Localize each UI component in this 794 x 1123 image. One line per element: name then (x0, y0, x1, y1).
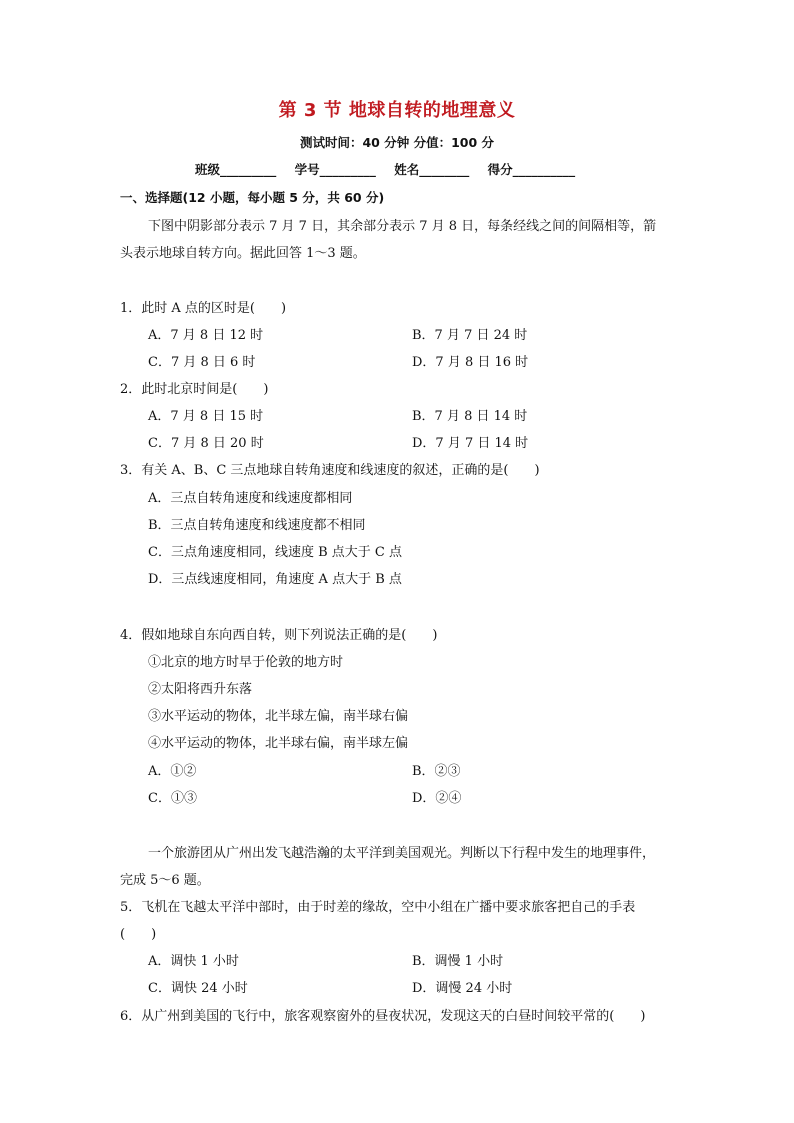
q1-option-d: D．7 月 8 日 16 时 (412, 355, 529, 370)
q3-option-b: B．三点自转角速度和线速度都不相同 (148, 518, 366, 533)
page-title: 第 3 节 地球自转的地理意义 (278, 100, 516, 121)
q1-option-c: C．7 月 8 日 6 时 (148, 355, 256, 370)
q5-stem-line1: 5．飞机在飞越太平洋中部时，由于时差的缘故，空中小组在广播中要求旅客把自己的手表 (120, 900, 636, 915)
q4-statement-4: ④水平运动的物体，北半球右偏，南半球左偏 (148, 736, 409, 751)
q5-option-c: C．调快 24 小时 (148, 981, 248, 996)
intro1-line2: 头表示地球自转方向。据此回答 1～3 题。 (120, 246, 366, 261)
q1-option-b: B．7 月 7 日 24 时 (412, 328, 528, 343)
q2-stem: 2．此时北京时间是( ) (120, 382, 269, 397)
q2-option-b: B．7 月 8 日 14 时 (412, 409, 528, 424)
intro1-line1: 下图中阴影部分表示 7 月 7 日，其余部分表示 7 月 8 日，每条经线之间的间隔相等，箭 (148, 219, 657, 234)
exam-meta: 测试时间：40 分钟 分值：100 分 (299, 135, 495, 150)
q6-stem: 6．从广州到美国的飞行中，旅客观察窗外的昼夜状况，发现这天的白昼时间较平常的( ) (120, 1009, 646, 1024)
student-info-fields (195, 160, 615, 178)
score-field: 得分__________ (487, 162, 576, 177)
q4-option-a: A．①② (148, 764, 197, 779)
q5-option-b: B．调慢 1 小时 (412, 954, 504, 969)
q4-stem: 4．假如地球自东向西自转，则下列说法正确的是( ) (120, 628, 438, 643)
class-field: 班级_________ (195, 162, 277, 177)
q2-option-a: A．7 月 8 日 15 时 (148, 409, 264, 424)
q2-option-c: C．7 月 8 日 20 时 (148, 436, 264, 451)
q4-statement-1: ①北京的地方时早于伦敦的地方时 (148, 655, 344, 670)
q1-option-a: A．7 月 8 日 12 时 (148, 328, 264, 343)
q4-option-c: C．①③ (148, 791, 197, 806)
number-field: 学号_________ (294, 162, 376, 177)
q4-option-d: D．②④ (412, 791, 462, 806)
q4-statement-2: ②太阳将西升东落 (148, 682, 253, 697)
q5-option-a: A．调快 1 小时 (148, 954, 239, 969)
q3-option-c: C．三点角速度相同，线速度 B 点大于 C 点 (148, 545, 402, 560)
intro2-line1: 一个旅游团从广州出发飞越浩瀚的太平洋到美国观光。判断以下行程中发生的地理事件， (148, 846, 656, 861)
section-heading: 一、选择题(12 小题，每小题 5 分，共 60 分) (120, 190, 385, 205)
q3-option-d: D．三点线速度相同，角速度 A 点大于 B 点 (148, 572, 402, 587)
q3-stem: 3．有关 A、B、C 三点地球自转角速度和线速度的叙述，正确的是( ) (120, 463, 540, 478)
q1-stem: 1．此时 A 点的区时是( ) (120, 301, 287, 316)
q3-option-a: A．三点自转角速度和线速度都相同 (148, 491, 353, 506)
q5-stem-line2: ( ) (120, 927, 157, 942)
q2-option-d: D．7 月 7 日 14 时 (412, 436, 529, 451)
name-field: 姓名________ (394, 162, 470, 177)
q4-statement-3: ③水平运动的物体，北半球左偏，南半球右偏 (148, 709, 409, 724)
intro2-line2: 完成 5～6 题。 (120, 873, 210, 888)
q5-option-d: D．调慢 24 小时 (412, 981, 513, 996)
q4-option-b: B．②③ (412, 764, 461, 779)
